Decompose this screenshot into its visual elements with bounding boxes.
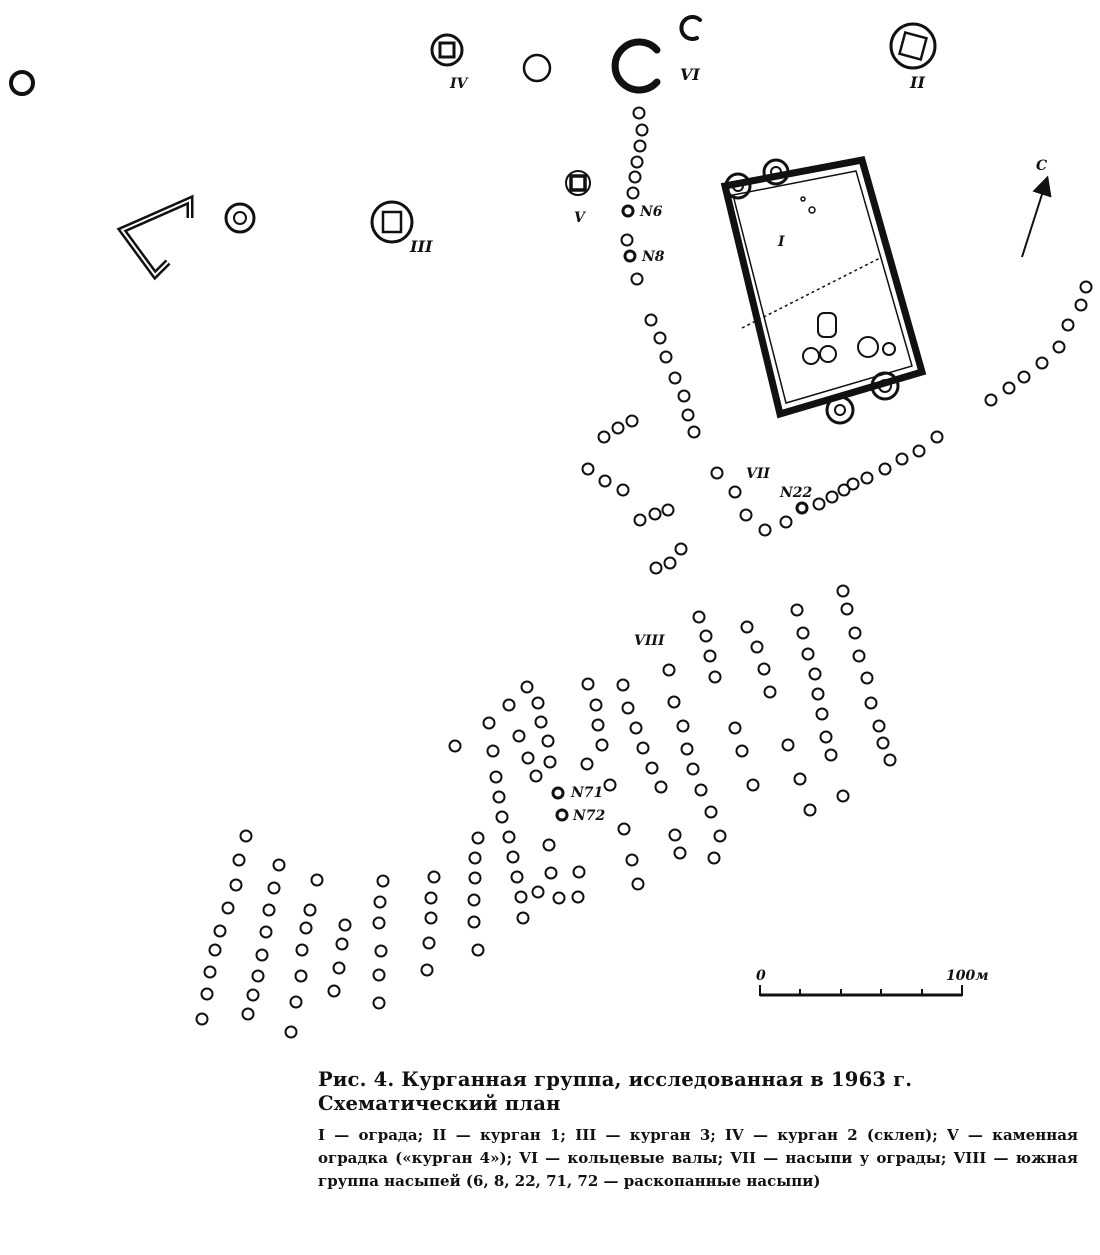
mound-142 [426, 913, 437, 924]
mound-53 [854, 651, 865, 662]
caption-title-line1: Рис. 4. Курганная группа, исследованная в 1963 г. [318, 1068, 913, 1091]
mound-134 [473, 833, 484, 844]
label-n72: N72 [573, 808, 606, 824]
mound-8 [632, 274, 643, 285]
mound-84 [682, 744, 693, 755]
mound-58 [885, 755, 896, 766]
mound-13 [679, 391, 690, 402]
mound-78 [694, 612, 705, 623]
mound-165 [257, 950, 268, 961]
mound-169 [241, 831, 252, 842]
mound-143 [424, 938, 435, 949]
mound-49 [1081, 282, 1092, 293]
mound-51 [842, 604, 853, 615]
mound-120 [514, 731, 525, 742]
mound-17 [613, 423, 624, 434]
label-VII: VII [746, 466, 770, 482]
mound-129 [508, 852, 519, 863]
label-n8: N8 [642, 249, 665, 265]
mound-170 [234, 855, 245, 866]
scale-end-label: 100м [946, 968, 989, 984]
mound-173 [215, 926, 226, 937]
mound-92 [623, 703, 634, 714]
mound-22 [635, 515, 646, 526]
mound-132 [518, 913, 529, 924]
mound-16 [599, 432, 610, 443]
mound-102 [591, 700, 602, 711]
mound-21 [618, 485, 629, 496]
mound-14 [683, 410, 694, 421]
mound-118 [574, 867, 585, 878]
mound-19 [583, 464, 594, 475]
mound-146 [375, 897, 386, 908]
mound-89 [709, 853, 720, 864]
mound-11 [661, 352, 672, 363]
mound-121 [523, 753, 534, 764]
mound-31 [760, 525, 771, 536]
mound-43 [1004, 383, 1015, 394]
mound-15 [689, 427, 700, 438]
mound-131 [516, 892, 527, 903]
mound-99 [627, 855, 638, 866]
mound-46 [1054, 342, 1065, 353]
label-I: I [778, 234, 785, 250]
mound-136 [470, 873, 481, 884]
mound-175 [205, 967, 216, 978]
caption-title [318, 1068, 1078, 1116]
scale-start-label: 0 [756, 968, 766, 984]
scale-bar [760, 985, 962, 996]
mound-65 [817, 709, 828, 720]
mound-68 [795, 774, 806, 785]
mound-60 [792, 605, 803, 616]
mound-28 [712, 468, 723, 479]
mound-38 [880, 464, 891, 475]
mound-109 [533, 698, 544, 709]
mound-167 [248, 990, 259, 1001]
mound-127 [497, 812, 508, 823]
mound-155 [296, 971, 307, 982]
kurgan-II [891, 24, 935, 68]
mound-29 [730, 487, 741, 498]
mound-73 [765, 687, 776, 698]
mound-70 [742, 622, 753, 633]
mound-141 [426, 893, 437, 904]
mound-41 [932, 432, 943, 443]
caption-title-line2: Схематический план [318, 1092, 561, 1115]
mound-168 [243, 1009, 254, 1020]
mound-144 [422, 965, 433, 976]
mound-2 [637, 125, 648, 136]
mound-50 [838, 586, 849, 597]
mound-122 [531, 771, 542, 782]
mound-111 [543, 736, 554, 747]
mound-36 [848, 479, 859, 490]
mound-116 [554, 893, 565, 904]
mound-105 [605, 780, 616, 791]
mound-103 [593, 720, 604, 731]
mound-40 [914, 446, 925, 457]
mound-104 [597, 740, 608, 751]
mound-107 [582, 759, 593, 770]
mound-66 [821, 732, 832, 743]
mound-153 [301, 923, 312, 934]
mound-113 [544, 840, 555, 851]
mound-79 [701, 631, 712, 642]
mound-94 [638, 743, 649, 754]
mound-150 [374, 998, 385, 1009]
mound-156 [291, 997, 302, 1008]
mound-54 [862, 673, 873, 684]
label-n6: N6 [640, 204, 663, 220]
mound-101 [583, 679, 594, 690]
label-II: II [910, 73, 925, 92]
mound-117 [573, 892, 584, 903]
mound-154 [297, 945, 308, 956]
mound-48 [1076, 300, 1087, 311]
mound-75 [737, 746, 748, 757]
mound-96 [656, 782, 667, 793]
mound-174 [210, 945, 221, 956]
mound-12 [670, 373, 681, 384]
north-arrow [1022, 158, 1047, 257]
mound-98 [675, 848, 686, 859]
mound-1 [634, 108, 645, 119]
mound-6 [628, 188, 639, 199]
mound-93 [631, 723, 642, 734]
mound-133 [450, 741, 461, 752]
mound-3 [635, 141, 646, 152]
mound-81 [710, 672, 721, 683]
kurgan-IV [432, 35, 462, 65]
mound-47 [1063, 320, 1074, 331]
mound-114 [546, 868, 557, 879]
mound-23 [650, 509, 661, 520]
ring-banks-VI [524, 17, 700, 90]
mound-157 [340, 920, 351, 931]
mound-138 [469, 917, 480, 928]
mound-74 [730, 723, 741, 734]
mound-85 [688, 764, 699, 775]
mound-59 [838, 791, 849, 802]
label-III: III [410, 237, 433, 256]
mound-67 [826, 750, 837, 761]
mound-87 [706, 807, 717, 818]
mound-9 [646, 315, 657, 326]
label-IV: IV [450, 76, 468, 92]
mound-56 [874, 721, 885, 732]
mound-27 [676, 544, 687, 555]
mound-33 [814, 499, 825, 510]
mound-5 [630, 172, 641, 183]
mound-77 [783, 740, 794, 751]
mound-151 [312, 875, 323, 886]
mound-26 [665, 558, 676, 569]
mound-24 [663, 505, 674, 516]
mound-126 [494, 792, 505, 803]
mound-177 [197, 1014, 208, 1025]
mound-158 [337, 939, 348, 950]
label-V: V [574, 210, 585, 226]
mound-159 [334, 963, 345, 974]
mound-76 [748, 780, 759, 791]
bracket-enclosure [11, 72, 254, 275]
mound-172 [223, 903, 234, 914]
mound-97 [670, 830, 681, 841]
mound-30 [741, 510, 752, 521]
label-n22: N22 [780, 485, 813, 501]
mound-55 [866, 698, 877, 709]
mound-82 [669, 697, 680, 708]
mound-63 [810, 669, 821, 680]
mound-178 [286, 1027, 297, 1038]
mound-20 [600, 476, 611, 487]
mound-62 [803, 649, 814, 660]
mound-37 [862, 473, 873, 484]
mound-123 [484, 718, 495, 729]
mound-44 [1019, 372, 1030, 383]
mound-124 [488, 746, 499, 757]
mound-10 [655, 333, 666, 344]
mound-166 [253, 971, 264, 982]
mound-71 [752, 642, 763, 653]
mound-72 [759, 664, 770, 675]
mound-64 [813, 689, 824, 700]
mound-4 [632, 157, 643, 168]
mound-57 [878, 738, 889, 749]
mound-field [197, 108, 1092, 1038]
mound-128 [504, 832, 515, 843]
mound-83 [678, 721, 689, 732]
mound-7 [622, 235, 633, 246]
mound-149 [374, 970, 385, 981]
mound-25 [651, 563, 662, 574]
stone-fence-V [566, 171, 590, 195]
figure-caption [318, 1068, 1078, 1193]
mound-152 [305, 905, 316, 916]
mound-108 [522, 682, 533, 693]
mound-176 [202, 989, 213, 1000]
kurgan-III [372, 202, 412, 242]
mound-137 [469, 895, 480, 906]
mound-139 [473, 945, 484, 956]
label-n71: N71 [571, 785, 604, 801]
mound-88 [715, 831, 726, 842]
label-VI: VI [680, 65, 700, 84]
mound-163 [264, 905, 275, 916]
north-label: C [1036, 158, 1048, 174]
mound-45 [1037, 358, 1048, 369]
mound-100 [633, 879, 644, 890]
mound-18 [627, 416, 638, 427]
mound-164 [261, 927, 272, 938]
mound-110 [536, 717, 547, 728]
mound-34 [827, 492, 838, 503]
mound-112 [545, 757, 556, 768]
label-VIII: VIII [634, 633, 665, 649]
mound-95 [647, 763, 658, 774]
mound-39 [897, 454, 908, 465]
mound-106 [619, 824, 630, 835]
mound-140 [429, 872, 440, 883]
mound-69 [805, 805, 816, 816]
mound-130 [512, 872, 523, 883]
mound-91 [618, 680, 629, 691]
caption-legend: I — ограда; II — курган 1; III — курган 3; IV — курган 2 (склеп); V — каменная оградка («курган 4»); VI — кольцевые валы; VII — насыпи у ограды; VIII — южная группа насыпей (6, 8, 22, 71, 72 — раскопанные насыпи) [318, 1126, 1078, 1190]
mound-162 [269, 883, 280, 894]
mound-80 [705, 651, 716, 662]
mound-145 [378, 876, 389, 887]
mound-135 [470, 853, 481, 864]
mound-52 [850, 628, 861, 639]
mound-148 [376, 946, 387, 957]
mound-160 [329, 986, 340, 997]
mound-42 [986, 395, 997, 406]
mound-61 [798, 628, 809, 639]
mound-86 [696, 785, 707, 796]
mound-147 [374, 918, 385, 929]
mound-125 [491, 772, 502, 783]
mound-32 [781, 517, 792, 528]
mound-171 [231, 880, 242, 891]
mound-161 [274, 860, 285, 871]
mound-119 [504, 700, 515, 711]
mound-90 [664, 665, 675, 676]
enclosure-I [725, 160, 922, 423]
mound-115 [533, 887, 544, 898]
